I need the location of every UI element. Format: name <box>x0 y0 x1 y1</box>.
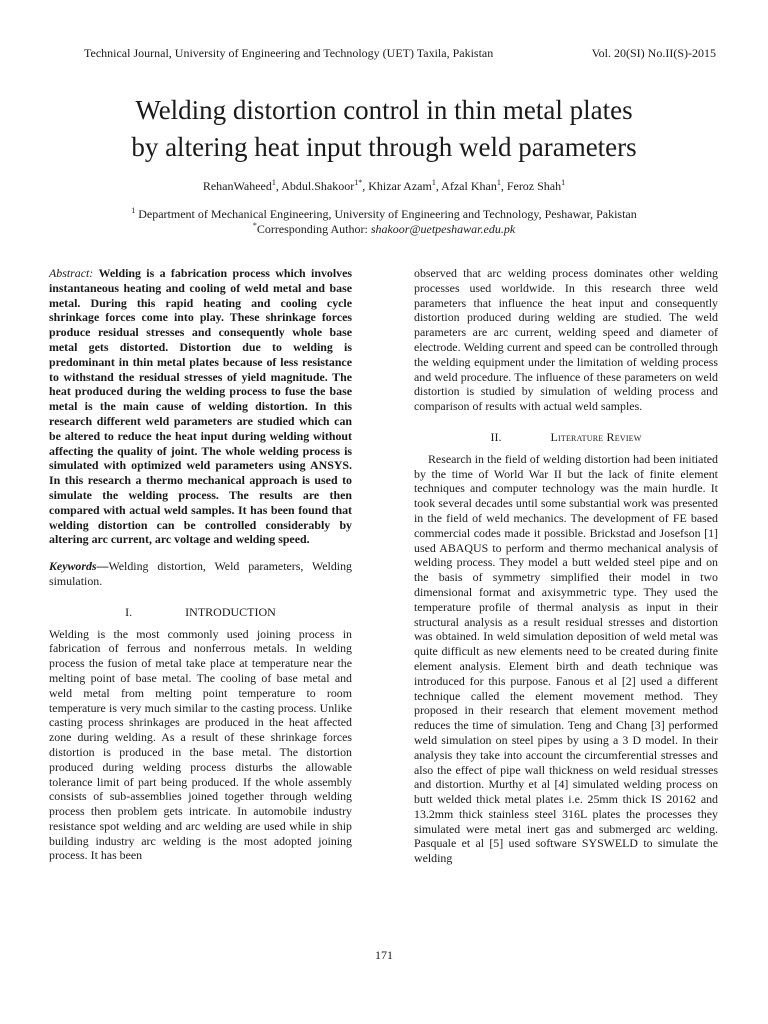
author-superscript: 1 <box>431 178 436 187</box>
abstract-label: Abstract <box>49 266 90 280</box>
affiliation-superscript: 1 <box>131 206 136 215</box>
section-number: I. <box>125 604 133 619</box>
section-number: II. <box>490 429 502 444</box>
affiliation-text: Department of Mechanical Engineering, University of Engineering and Technology, Peshawar, Pakistan <box>138 207 637 221</box>
literature-review-paragraph: Research in the field of welding distortion had been initiated by the time of World War II but the lack of finite element techniques and computer technology was the main hurdle. It took several decades until some substantial work was presented in the field of weld mechanics. The development of FE based commercial codes made it possible. Brickstad and Josefson [1] used ABAQUS to perform and thermo mechanical analysis of welding process. They model a butt welded steel pipe and on the basis of symmetry simplified their model in two dimensional format and axisymmetric type. They used the temperature profile of thermal analysis as input in their structural analysis as a result residual stresses and distortion was obtained. In weld simulation deposition of weld metal was quite difficult as new elements need to be created during finite element analysis. Element birth and death technique was introduced for this purpose. Fanous et al [2] used a different technique called the element movement method. They proposed in their research that element movement method reduces the time of simulation. Teng and Chang [3] performed weld simulation on steel pipes by using a 3 D model. In their analysis they take into account the circumferential stresses and also the effect of pipe wall thickness on weld residual stresses and distortion. Murthy et al [4] simulated welding process on butt welded thick metal plates i.e. 25mm thick IS 20162 and 13.2mm thick stainless steel 316L plates the processes they simulated were metal inert gas and submerged arc welding. Pasquale et al [5] used software SYSWELD to simulate the welding <box>414 451 718 866</box>
section-heading-literature-review <box>414 430 718 445</box>
corresponding-superscript: * <box>252 221 257 230</box>
section-title: Literature Review <box>550 429 642 444</box>
title-line-2: by altering heat input through weld parameters <box>131 132 637 162</box>
author-superscript: 1 <box>271 178 276 187</box>
affiliation-block <box>0 207 768 237</box>
right-column <box>414 266 718 866</box>
introduction-paragraph: Welding is the most commonly used joining process in fabrication of ferrous and nonferrous metals. In welding process the fusion of metal take place at temperature near the melting point of base metal. The cooling of base metal and weld metal from melting point temperature to room temperature is very much similar to the casting process. Unlike casting process shrinkages are produced in the heat affected zone during welding. As a result of these shrinkage forces distortion is produced in the base metal. The distortion produced during welding process disturbs the allowable tolerance limit of part being produced. If the whole assembly consists of sub-assemblies joined together through welding process then problem gets intricate. In automobile industry resistance spot welding and arc welding are used while in ship building industry arc welding is the most adopted joining process. It has been <box>49 626 352 863</box>
section-title: INTRODUCTION <box>185 604 276 619</box>
author-name: Abdul.Shakoor <box>281 179 355 193</box>
author-superscript: 1* <box>354 178 363 187</box>
author-name: Feroz Shah <box>506 179 562 193</box>
page-number: 171 <box>375 948 393 962</box>
continuation-paragraph: observed that arc welding process dominates other welding processes used worldwide. In this research three weld parameters that influence the heat input and consequently distortion produced during welding are studied. The weld parameters are arc current, welding speed and diameter of electrode. Welding current and speed can be controlled through the welding equipment under the limitation of welding process and weld procedure. The influence of these parameters on weld distortion is studied by simulation of welding process and comparison of results with actual weld samples. <box>414 266 718 414</box>
title-line-1: Welding distortion control in thin metal plates <box>135 95 633 125</box>
author-name: Afzal Khan <box>441 179 497 193</box>
section-heading-introduction <box>49 605 352 620</box>
volume-info: Vol. 20(SI) No.II(S)-2015 <box>591 46 716 60</box>
paper-title <box>40 92 728 166</box>
keywords-text: Welding distortion, Weld parameters, Welding simulation. <box>49 559 352 588</box>
keywords-paragraph: Keywords—Welding distortion, Weld parameters, Welding simulation. <box>49 559 352 588</box>
running-header <box>84 46 716 61</box>
author-name: Khizar Azam <box>368 179 432 193</box>
author-superscript: 1 <box>561 178 566 187</box>
keywords-label: Keywords <box>49 559 97 574</box>
affiliation-line <box>0 207 768 222</box>
left-column <box>49 266 352 863</box>
author-name: RehanWaheed <box>202 179 272 193</box>
abstract-text: Welding is a fabrication process which involves instantaneous heating and cooling of weld metal and base metal. During this rapid heating and cooling cycle shrinkage forces come into play. These shrinkage forces produce residual stresses and consequently whole base metal gets distorted. Distortion due to welding is predominant in thin metal plates because of less resistance to withstand the residual stresses of yield magnitude. The heat produced during the welding process to fuse the base metal is the main cause of welding distortion. In this research different weld parameters are studied which can be altered to reduce the heat input during welding without affecting the quality of joint. The whole welding process is simulated with optimized weld parameters using ANSYS. In this research a thermo mechanical approach is used to simulate the welding process. The results are then compared with actual weld samples. It has been found that welding distortion can be controlled considerably by altering arc current, arc voltage and welding speed. <box>49 266 352 547</box>
abstract-paragraph: Abstract: Welding is a fabrication process which involves instantaneous heating and cooling of weld metal and base metal. During this rapid heating and cooling cycle shrinkage forces come into play. These shrinkage forces produce residual stresses and consequently whole base metal gets distorted. Distortion due to welding is predominant in thin metal plates because of less resistance to withstand the residual stresses of yield magnitude. The heat produced during the welding process to fuse the base metal is the main cause of welding distortion. In this research different weld parameters are studied which can be altered to reduce the heat input during welding without affecting the quality of joint. The whole welding process is simulated with optimized weld parameters using ANSYS. In this research a thermo mechanical approach is used to simulate the welding process. The results are then compared with actual weld samples. It has been found that welding distortion can be controlled considerably by altering arc current, arc voltage and welding speed. <box>49 266 352 547</box>
author-superscript: 1 <box>496 178 501 187</box>
corresponding-author-line <box>0 222 768 237</box>
corresponding-label: Corresponding Author: <box>256 222 368 236</box>
author-email: shakoor@uetpeshawar.edu.pk <box>370 222 516 236</box>
journal-name: Technical Journal, University of Engineering and Technology (UET) Taxila, Pakistan <box>84 46 494 60</box>
author-list: RehanWaheed$^1$, Abdul.Shakoor$^{1*}$, Khizar Azam$^1$, Afzal Khan$^1$, Feroz Shah$^1$ <box>202 178 566 193</box>
